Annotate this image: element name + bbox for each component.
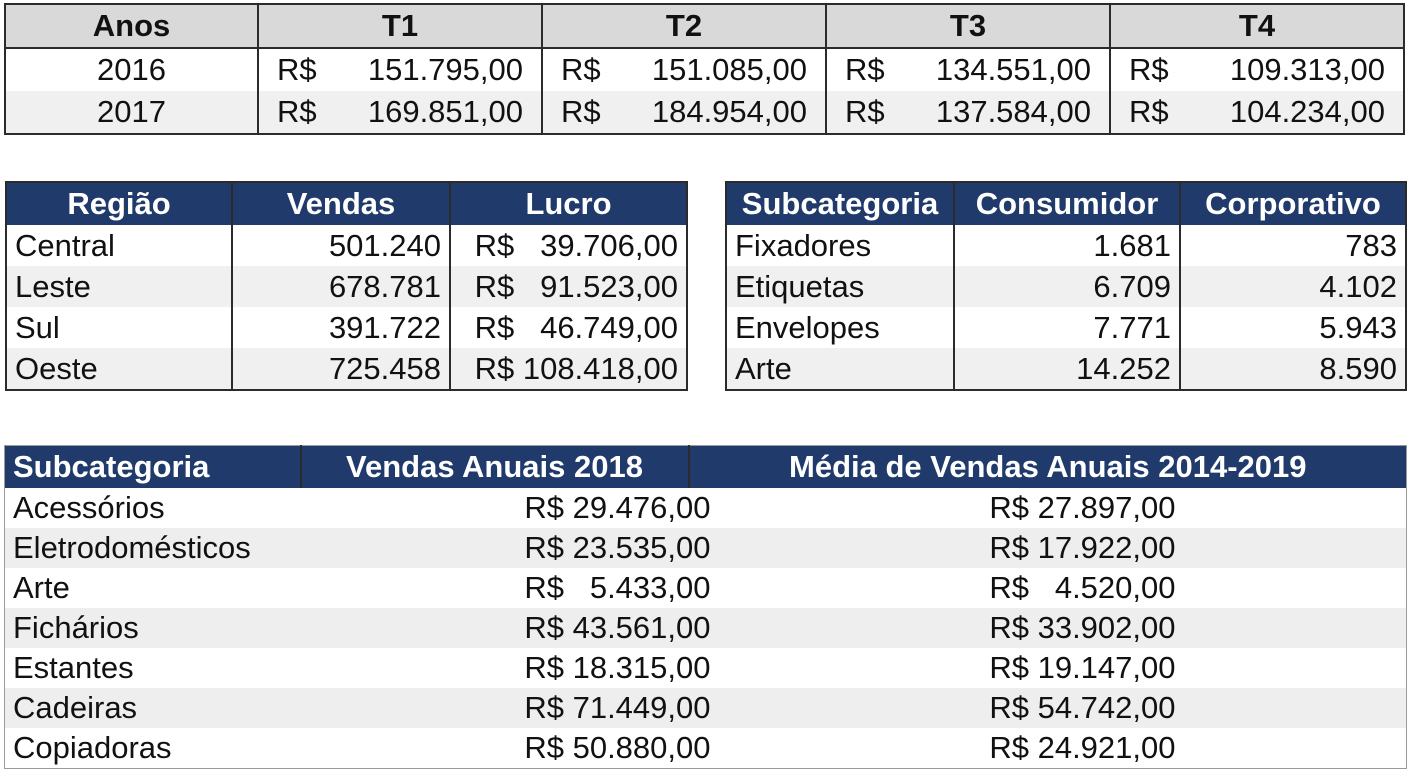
average-sales-value: R$ 19.147,00 (989, 650, 1176, 685)
subcategory-segment-table (725, 181, 1407, 391)
table-row (5, 728, 1407, 769)
year-cell: 2016 (5, 48, 258, 91)
sales-2018-value: R$ 5.433,00 (524, 570, 711, 605)
currency-symbol: R$ (277, 52, 317, 87)
amount: 137.584,00 (935, 94, 1091, 129)
sales-cell: 678.781 (232, 266, 450, 307)
average-sales-value: R$ 4.520,00 (989, 570, 1176, 605)
currency-symbol: R$ (277, 94, 317, 129)
annual-sales-table (4, 445, 1407, 769)
subcategory-cell: Cadeiras (5, 688, 301, 728)
amount: 151.085,00 (651, 52, 807, 87)
column-header: Subcategoria (5, 446, 301, 489)
currency-symbol: R$ (561, 52, 601, 87)
amount: 151.795,00 (367, 52, 523, 87)
table-row (5, 648, 1407, 688)
sales-cell: 391.722 (232, 307, 450, 348)
values-cell (301, 488, 1407, 528)
table-row (6, 225, 687, 266)
values-cell (301, 648, 1407, 688)
consumer-cell: 6.709 (954, 266, 1180, 307)
currency-symbol: R$ (561, 94, 601, 129)
subcategory-cell: Arte (726, 348, 954, 390)
table-header-row (5, 446, 1407, 489)
region-cell: Leste (6, 266, 232, 307)
sales-2018-value: R$ 18.315,00 (524, 650, 711, 685)
amount: 134.551,00 (935, 52, 1091, 87)
column-header: T4 (1110, 4, 1404, 48)
values-cell (301, 728, 1407, 769)
value-cell (542, 48, 826, 91)
table-row (726, 225, 1406, 266)
sales-2018-value: R$ 29.476,00 (524, 490, 711, 525)
amount: 184.954,00 (651, 94, 807, 129)
values-cell (301, 608, 1407, 648)
table-row (726, 307, 1406, 348)
column-header: Vendas (232, 182, 450, 225)
column-header: Corporativo (1180, 182, 1406, 225)
year-cell: 2017 (5, 91, 258, 134)
value-cell (1110, 48, 1404, 91)
column-header: Anos (5, 4, 258, 48)
subcategory-cell: Envelopes (726, 307, 954, 348)
value-cell (258, 91, 542, 134)
column-header: Média de Vendas Anuais 2014-2019 (689, 446, 1407, 489)
column-header: Subcategoria (726, 182, 954, 225)
column-header: T2 (542, 4, 826, 48)
corporate-cell: 4.102 (1180, 266, 1406, 307)
sales-2018-value: R$ 50.880,00 (524, 730, 711, 765)
table-header-row (726, 182, 1406, 225)
table-row (5, 488, 1407, 528)
table-header-row (5, 4, 1404, 48)
currency-symbol: R$ (845, 52, 885, 87)
currency-symbol: R$ (1129, 52, 1169, 87)
column-header: Lucro (450, 182, 687, 225)
table-row (726, 266, 1406, 307)
column-header: Vendas Anuais 2018 (301, 446, 689, 489)
corporate-cell: 783 (1345, 227, 1397, 263)
consumer-cell: 14.252 (954, 348, 1180, 390)
subcategory-cell: Acessórios (13, 490, 165, 525)
profit-cell: R$ 39.706,00 (474, 227, 678, 263)
region-cell: Central (6, 225, 232, 266)
consumer-cell: 1.681 (954, 225, 1180, 266)
sales-2018-value: R$ 71.449,00 (524, 690, 711, 725)
value-cell (826, 48, 1110, 91)
average-sales-value: R$ 17.922,00 (989, 530, 1176, 565)
quarterly-sales-table (4, 3, 1405, 135)
corporate-cell: 5.943 (1319, 309, 1397, 345)
amount: 109.313,00 (1229, 52, 1385, 87)
corporate-cell: 8.590 (1180, 348, 1406, 390)
table-row (6, 307, 687, 348)
profit-cell: R$ 46.749,00 (474, 309, 678, 345)
sales-cell: 725.458 (232, 348, 450, 390)
amount: 169.851,00 (367, 94, 523, 129)
table-row (726, 348, 1406, 390)
table-row (5, 91, 1404, 134)
table-row (5, 688, 1407, 728)
currency-symbol: R$ (845, 94, 885, 129)
consumer-cell: 7.771 (954, 307, 1180, 348)
currency-symbol: R$ (1129, 94, 1169, 129)
values-cell (301, 568, 1407, 608)
sales-2018-value: R$ 43.561,00 (524, 610, 711, 645)
amount: 104.234,00 (1229, 94, 1385, 129)
average-sales-value: R$ 33.902,00 (989, 610, 1176, 645)
region-cell: Oeste (6, 348, 232, 390)
average-sales-value: R$ 24.921,00 (989, 730, 1176, 765)
value-cell (542, 91, 826, 134)
profit-cell: R$ 91.523,00 (450, 266, 687, 307)
value-cell (1110, 91, 1404, 134)
region-table (5, 181, 688, 391)
subcategory-cell: Etiquetas (726, 266, 954, 307)
table-row (5, 48, 1404, 91)
sales-2018-value: R$ 23.535,00 (524, 530, 711, 565)
column-header: Região (6, 182, 232, 225)
value-cell (826, 91, 1110, 134)
subcategory-cell: Estantes (13, 650, 134, 685)
sales-cell: 501.240 (232, 225, 450, 266)
average-sales-value: R$ 54.742,00 (989, 690, 1176, 725)
column-header: T1 (258, 4, 542, 48)
values-cell (301, 688, 1407, 728)
subcategory-cell: Fichários (5, 608, 301, 648)
table-header-row (6, 182, 687, 225)
average-sales-value: R$ 27.897,00 (989, 490, 1176, 525)
table-row (5, 568, 1407, 608)
table-row (6, 348, 687, 390)
subcategory-cell: Fixadores (726, 225, 954, 266)
subcategory-cell: Copiadoras (13, 730, 172, 765)
values-cell (301, 528, 1407, 568)
profit-cell: R$ 108.418,00 (450, 348, 687, 390)
table-row (5, 608, 1407, 648)
column-header: Consumidor (954, 182, 1180, 225)
region-cell: Sul (6, 307, 232, 348)
subcategory-cell: Eletrodomésticos (5, 528, 301, 568)
table-row (6, 266, 687, 307)
subcategory-cell: Arte (13, 570, 70, 605)
value-cell (258, 48, 542, 91)
table-row (5, 528, 1407, 568)
column-header: T3 (826, 4, 1110, 48)
